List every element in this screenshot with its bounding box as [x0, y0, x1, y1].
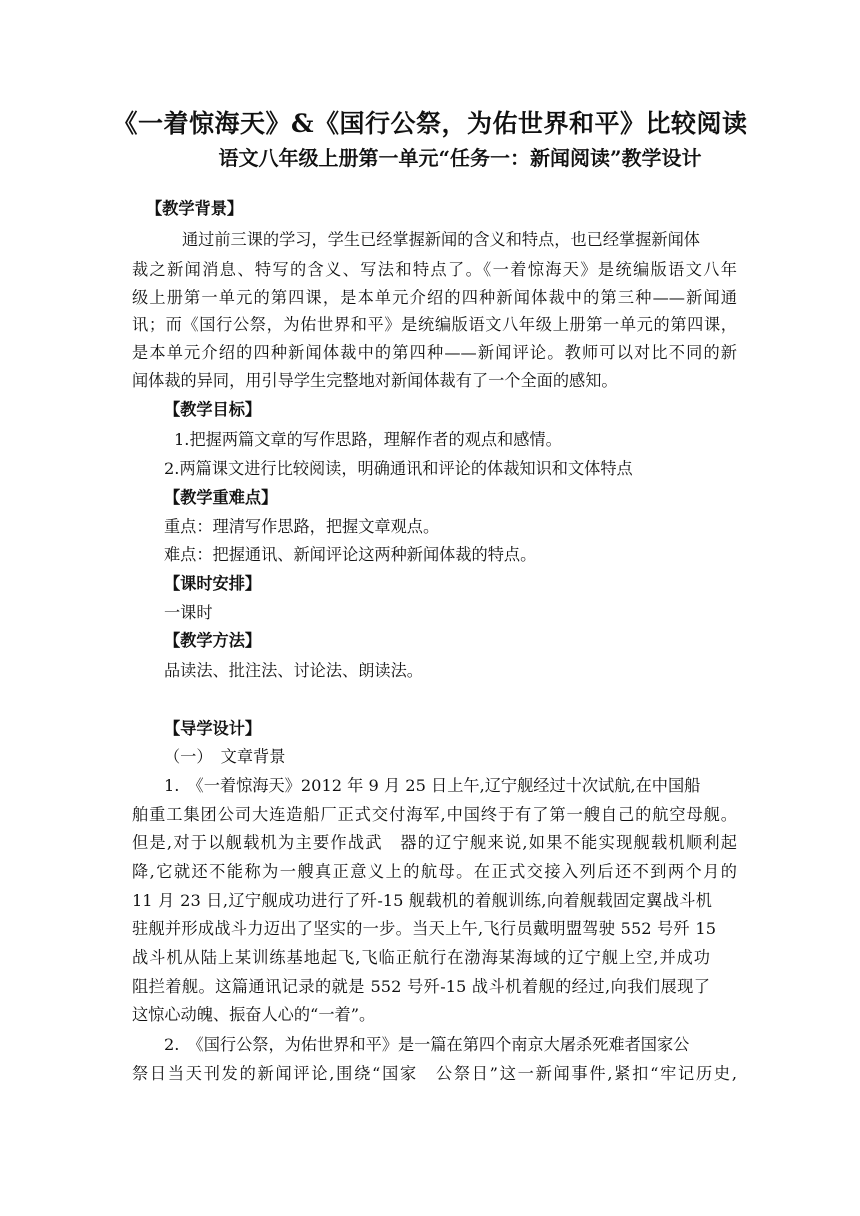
goal-item: 2.两篇课文进行比较阅读，明确通讯和评论的体裁知识和文体特点	[164, 459, 633, 478]
guide-paragraph-line: 2. 《国行公祭，为佑世界和平》是一篇在第四个南京大屠杀死难者国家公	[164, 1035, 690, 1054]
guide-paragraph-line: 舶重工集团公司大连造船厂正式交付海军,中国终于有了第一艘自己的航空母舰。	[132, 805, 737, 824]
section-heading-methods: 【教学方法】	[164, 631, 262, 650]
key-point-item: 重点：理清写作思路，把握文章观点。	[164, 517, 440, 536]
guide-paragraph-line: 阻拦着舰。这篇通讯记录的就是 552 号歼-15 战斗机着舰的经过,向我们展现了	[132, 977, 710, 996]
background-line: 级上册第一单元的第四课，是本单元介绍的四种新闻体裁中的第三种——新闻通	[132, 288, 737, 307]
guide-paragraph-line: 祭日当天刊发的新闻评论,围绕“国家 公祭日”这一新闻事件,紧扣“牢记历史,	[132, 1064, 737, 1083]
schedule-text: 一课时	[164, 603, 213, 622]
methods-text: 品读法、批注法、讨论法、朗读法。	[164, 661, 423, 680]
key-point-item: 难点：把握通讯、新闻评论这两种新闻体裁的特点。	[164, 545, 537, 564]
background-line: 闻体裁的异同，用引导学生完整地对新闻体裁有了一个全面的感知。	[132, 371, 618, 390]
guide-paragraph-line: 但是,对于以舰载机为主要作战武 器的辽宁舰来说,如果不能实现舰载机顺利起	[132, 833, 737, 852]
guide-paragraph-line: 驻舰并形成战斗力迈出了坚实的一步。当天上午,飞行员戴明盟驾驶 552 号歼 15	[132, 919, 716, 938]
guide-paragraph-line: 11 月 23 日,辽宁舰成功进行了歼-15 舰载机的着舰训练,向着舰载固定翼战斗机	[132, 891, 712, 910]
section-heading-goals: 【教学目标】	[164, 400, 262, 419]
section-heading-background: 【教学背景】	[146, 199, 244, 218]
guide-paragraph-line: 1. 《一着惊海天》2012 年 9 月 25 日上午,辽宁舰经过十次试航,在中国船	[164, 776, 701, 795]
section-heading-schedule: 【课时安排】	[164, 574, 262, 593]
guide-subheading: （一） 文章背景	[164, 747, 286, 766]
section-heading-key-points: 【教学重难点】	[164, 488, 278, 507]
guide-paragraph-line: 降,它就还不能称为一艘真正意义上的航母。在正式交接入列后还不到两个月的	[132, 862, 737, 881]
page-title: 《一着惊海天》&《国行公祭，为佑世界和平》比较阅读	[112, 109, 748, 138]
section-heading-guide: 【导学设计】	[164, 719, 262, 738]
page-subtitle: 语文八年级上册第一单元“任务一：新闻阅读”教学设计	[218, 146, 702, 170]
background-line: 通过前三课的学习，学生已经掌握新闻的含义和特点，也已经掌握新闻体	[182, 230, 700, 249]
background-line: 是本单元介绍的四种新闻体裁中的第四种——新闻评论。教师可以对比不同的新	[132, 343, 737, 362]
guide-paragraph-line: 战斗机从陆上某训练基地起飞,飞临正航行在渤海某海域的辽宁舰上空,并成功	[132, 948, 710, 967]
background-line: 讯；而《国行公祭，为佑世界和平》是统编版语文八年级上册第一单元的第四课，	[132, 315, 737, 334]
guide-paragraph-line: 这惊心动魄、振奋人心的“一着”。	[132, 1005, 376, 1024]
goal-item: 1.把握两篇文章的写作思路，理解作者的观点和感情。	[174, 430, 562, 449]
background-line: 裁之新闻消息、特写的含义、写法和特点了。《一着惊海天》是统编版语文八年	[132, 260, 737, 279]
